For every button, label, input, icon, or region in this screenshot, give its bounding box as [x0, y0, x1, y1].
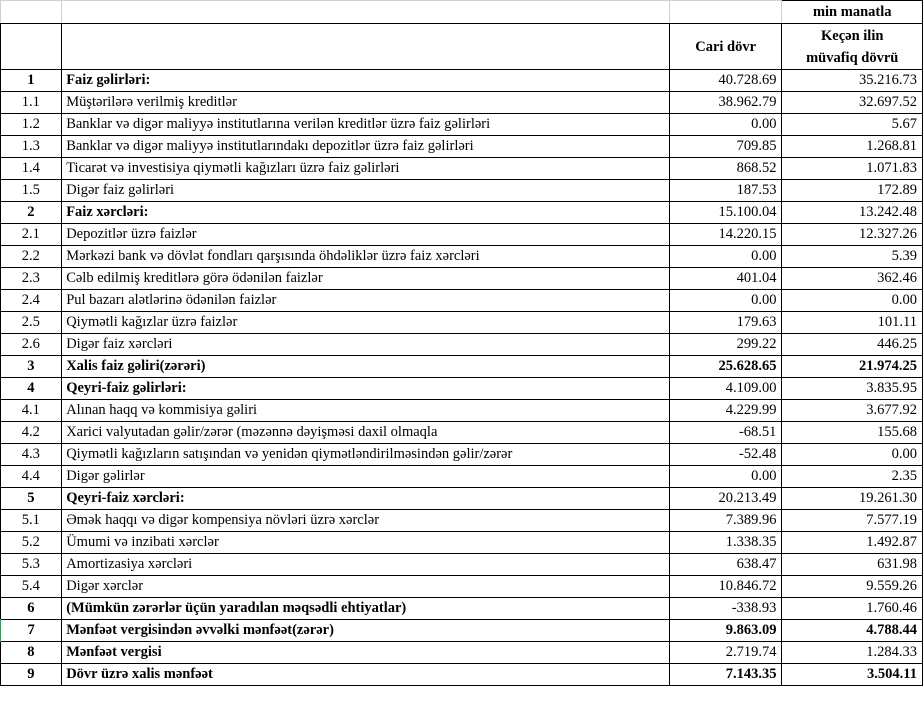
row-number-cell[interactable]: 1	[0, 70, 62, 92]
row-label-cell[interactable]: Alınan haqq və kommisiya gəliri	[62, 400, 670, 422]
current-period-cell[interactable]: -338.93	[669, 598, 782, 620]
row-label-cell[interactable]: Cəlb edilmiş kreditlərə görə ödənilən faizlər	[62, 268, 670, 290]
table-row	[0, 70, 923, 92]
current-period-cell[interactable]: 187.53	[669, 180, 782, 202]
row-label-cell[interactable]: Faiz xərcləri:	[62, 202, 670, 224]
header-previous-line1: Keçən ilin	[821, 27, 884, 44]
row-number-cell[interactable]: 4.2	[0, 422, 62, 444]
row-label-cell[interactable]: Qiymətli kağızlar üzrə faizlər	[62, 312, 670, 334]
previous-period-cell[interactable]: 362.46	[782, 268, 923, 290]
previous-period-cell[interactable]: 13.242.48	[782, 202, 923, 224]
current-period-cell[interactable]: 7.389.96	[669, 510, 782, 532]
row-number-cell[interactable]: 1.3	[0, 136, 62, 158]
current-period-cell[interactable]: 9.863.09	[669, 620, 782, 642]
unit-row	[0, 1, 923, 24]
header-row	[0, 24, 923, 70]
table-row	[0, 576, 923, 598]
current-period-cell[interactable]: -68.51	[669, 422, 782, 444]
table-row	[0, 510, 923, 532]
row-label-cell[interactable]: Amortizasiya xərcləri	[62, 554, 670, 576]
row-label-cell[interactable]: Pul bazarı alətlərinə ödənilən faizlər	[62, 290, 670, 312]
unit-label[interactable]: min manatla	[782, 1, 923, 24]
previous-period-cell[interactable]: 35.216.73	[782, 70, 923, 92]
table-row	[0, 664, 923, 686]
row-number-cell[interactable]: 5.4	[0, 576, 62, 598]
current-period-cell[interactable]: -52.48	[669, 444, 782, 466]
row-number-cell[interactable]: 2.2	[0, 246, 62, 268]
previous-period-cell[interactable]: 7.577.19	[782, 510, 923, 532]
previous-period-cell[interactable]: 1.760.46	[782, 598, 923, 620]
header-number-cell[interactable]	[0, 24, 62, 70]
previous-period-cell[interactable]: 21.974.25	[782, 356, 923, 378]
table-row	[0, 444, 923, 466]
row-number-cell[interactable]: 5.2	[0, 532, 62, 554]
current-period-cell[interactable]: 4.109.00	[669, 378, 782, 400]
row-label-cell[interactable]: (Mümkün zərərlər üçün yaradılan məqsədli ehtiyatlar)	[62, 598, 670, 620]
previous-period-cell[interactable]: 0.00	[782, 290, 923, 312]
row-number-cell[interactable]: 2	[0, 202, 62, 224]
row-number-cell[interactable]: 2.1	[0, 224, 62, 246]
table-row	[0, 246, 923, 268]
row-number-cell[interactable]: 1.4	[0, 158, 62, 180]
current-period-cell[interactable]: 0.00	[669, 466, 782, 488]
table-row	[0, 180, 923, 202]
table-row	[0, 422, 923, 444]
previous-period-cell[interactable]: 631.98	[782, 554, 923, 576]
table-row	[0, 312, 923, 334]
row-label-cell[interactable]: Müştərilərə verilmiş kreditlər	[62, 92, 670, 114]
row-number-cell[interactable]: 4.4	[0, 466, 62, 488]
row-number-cell[interactable]: 4.3	[0, 444, 62, 466]
row-label-cell[interactable]: Digər faiz xərcləri	[62, 334, 670, 356]
empty-cell[interactable]	[0, 1, 62, 24]
current-period-cell[interactable]: 868.52	[669, 158, 782, 180]
row-number-cell[interactable]: 4.1	[0, 400, 62, 422]
empty-cell[interactable]	[669, 1, 782, 24]
current-period-cell[interactable]: 2.719.74	[669, 642, 782, 664]
row-label-cell[interactable]: Mənfəət vergisindən əvvəlki mənfəət(zərər)	[62, 620, 670, 642]
row-label-cell[interactable]: Banklar və digər maliyyə institutlarına verilən kreditlər üzrə faiz gəlirləri	[62, 114, 670, 136]
table-row	[0, 114, 923, 136]
row-label-cell[interactable]: Banklar və digər maliyyə institutlarındakı depozitlər üzrə faiz gəlirləri	[62, 136, 670, 158]
table-row	[0, 554, 923, 576]
current-period-cell[interactable]: 0.00	[669, 114, 782, 136]
table-row	[0, 268, 923, 290]
current-period-cell[interactable]: 10.846.72	[669, 576, 782, 598]
empty-cell[interactable]	[62, 1, 670, 24]
table-row	[0, 598, 923, 620]
current-period-cell[interactable]: 7.143.35	[669, 664, 782, 686]
current-period-cell[interactable]: 0.00	[669, 290, 782, 312]
table-row	[0, 466, 923, 488]
previous-period-cell[interactable]: 19.261.30	[782, 488, 923, 510]
table-row	[0, 356, 923, 378]
previous-period-cell[interactable]: 446.25	[782, 334, 923, 356]
row-label-cell[interactable]: Digər gəlirlər	[62, 466, 670, 488]
current-period-cell[interactable]: 38.962.79	[669, 92, 782, 114]
header-previous-period[interactable]	[782, 24, 923, 70]
previous-period-cell[interactable]: 32.697.52	[782, 92, 923, 114]
previous-period-cell[interactable]: 5.67	[782, 114, 923, 136]
row-number-cell[interactable]: 5.3	[0, 554, 62, 576]
current-period-cell[interactable]: 14.220.15	[669, 224, 782, 246]
current-period-cell[interactable]: 638.47	[669, 554, 782, 576]
table-row	[0, 532, 923, 554]
row-label-cell[interactable]: Xarici valyutadan gəlir/zərər (məzənnə dəyişməsi daxil olmaqla	[62, 422, 670, 444]
header-current-period[interactable]: Cari dövr	[669, 24, 782, 70]
row-number-cell[interactable]: 6	[0, 598, 62, 620]
row-number-cell[interactable]: 9	[0, 664, 62, 686]
header-previous-line2: müvafiq dövrü	[806, 49, 899, 66]
table-row	[0, 202, 923, 224]
current-period-cell[interactable]: 401.04	[669, 268, 782, 290]
previous-period-cell[interactable]: 5.39	[782, 246, 923, 268]
previous-period-cell[interactable]: 172.89	[782, 180, 923, 202]
previous-period-cell[interactable]: 155.68	[782, 422, 923, 444]
row-label-cell[interactable]: Depozitlər üzrə faizlər	[62, 224, 670, 246]
row-number-cell[interactable]: 2.3	[0, 268, 62, 290]
table-row	[0, 290, 923, 312]
row-label-cell[interactable]: Qeyri-faiz xərcləri:	[62, 488, 670, 510]
current-period-cell[interactable]: 25.628.65	[669, 356, 782, 378]
row-label-cell[interactable]: Qiymətli kağızların satışından və yenidən qiymətləndirilməsindən gəlir/zərər	[62, 444, 670, 466]
table-row	[0, 158, 923, 180]
current-period-cell[interactable]: 1.338.35	[669, 532, 782, 554]
row-number-cell[interactable]: 3	[0, 356, 62, 378]
previous-period-cell[interactable]: 1.492.87	[782, 532, 923, 554]
row-number-cell[interactable]: 2.5	[0, 312, 62, 334]
row-label-cell[interactable]: Digər xərclər	[62, 576, 670, 598]
row-label-cell[interactable]: Digər faiz gəlirləri	[62, 180, 670, 202]
previous-period-cell[interactable]: 3.504.11	[782, 664, 923, 686]
previous-period-cell[interactable]: 2.35	[782, 466, 923, 488]
row-label-cell[interactable]: Ümumi və inzibati xərclər	[62, 532, 670, 554]
current-period-cell[interactable]: 20.213.49	[669, 488, 782, 510]
table-row	[0, 620, 923, 642]
table-row	[0, 400, 923, 422]
row-number-cell[interactable]: 2.6	[0, 334, 62, 356]
previous-period-cell[interactable]: 12.327.26	[782, 224, 923, 246]
row-number-cell[interactable]: 2.4	[0, 290, 62, 312]
row-label-cell[interactable]: Faiz gəlirləri:	[62, 70, 670, 92]
current-period-cell[interactable]: 179.63	[669, 312, 782, 334]
row-label-cell[interactable]: Mənfəət vergisi	[62, 642, 670, 664]
previous-period-cell[interactable]: 0.00	[782, 444, 923, 466]
row-label-cell[interactable]: Əmək haqqı və digər kompensiya növləri üzrə xərclər	[62, 510, 670, 532]
row-number-cell[interactable]: 1.2	[0, 114, 62, 136]
current-period-cell[interactable]: 15.100.04	[669, 202, 782, 224]
previous-period-cell[interactable]: 4.788.44	[782, 620, 923, 642]
row-number-cell[interactable]: 8	[0, 642, 62, 664]
table-row	[0, 488, 923, 510]
previous-period-cell[interactable]: 1.284.33	[782, 642, 923, 664]
table-row	[0, 224, 923, 246]
current-period-cell[interactable]: 40.728.69	[669, 70, 782, 92]
row-label-cell[interactable]: Qeyri-faiz gəlirləri:	[62, 378, 670, 400]
previous-period-cell[interactable]: 3.677.92	[782, 400, 923, 422]
previous-period-cell[interactable]: 101.11	[782, 312, 923, 334]
row-label-cell[interactable]: Mərkəzi bank və dövlət fondları qarşısında öhdəliklər üzrə faiz xərcləri	[62, 246, 670, 268]
current-period-cell[interactable]: 4.229.99	[669, 400, 782, 422]
table-row	[0, 92, 923, 114]
table-row	[0, 378, 923, 400]
row-label-cell[interactable]: Dövr üzrə xalis mənfəət	[62, 664, 670, 686]
previous-period-cell[interactable]: 1.268.81	[782, 136, 923, 158]
header-description-cell[interactable]	[62, 24, 670, 70]
current-period-cell[interactable]: 709.85	[669, 136, 782, 158]
row-number-cell[interactable]: 1.5	[0, 180, 62, 202]
row-number-cell[interactable]: 4	[0, 378, 62, 400]
row-number-cell[interactable]: 7	[0, 620, 62, 642]
table-row	[0, 642, 923, 664]
table-row	[0, 334, 923, 356]
current-period-cell[interactable]: 299.22	[669, 334, 782, 356]
current-period-cell[interactable]: 0.00	[669, 246, 782, 268]
row-number-cell[interactable]: 1.1	[0, 92, 62, 114]
previous-period-cell[interactable]: 3.835.95	[782, 378, 923, 400]
previous-period-cell[interactable]: 9.559.26	[782, 576, 923, 598]
table-row	[0, 136, 923, 158]
row-label-cell[interactable]: Ticarət və investisiya qiymətli kağızları üzrə faiz gəlirləri	[62, 158, 670, 180]
row-label-cell[interactable]: Xalis faiz gəliri(zərəri)	[62, 356, 670, 378]
previous-period-cell[interactable]: 1.071.83	[782, 158, 923, 180]
row-number-cell[interactable]: 5.1	[0, 510, 62, 532]
row-number-cell[interactable]: 5	[0, 488, 62, 510]
